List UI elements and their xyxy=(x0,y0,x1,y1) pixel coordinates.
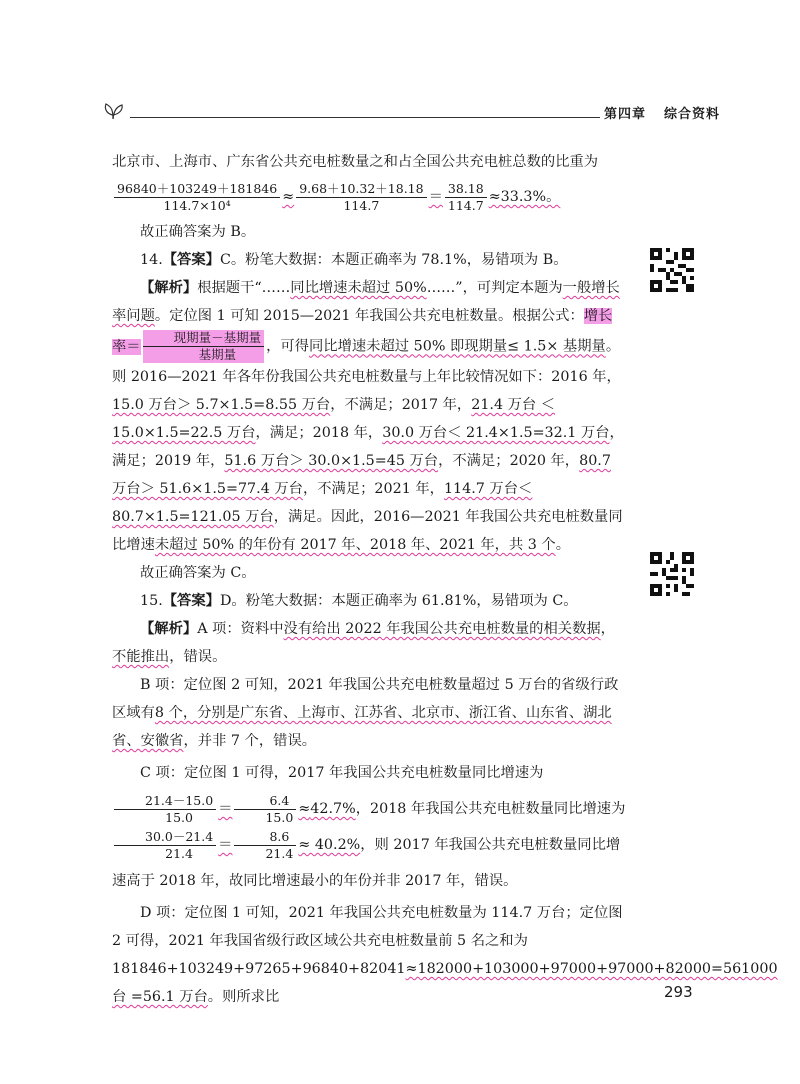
page-number: 293 xyxy=(664,983,693,1001)
question-15-answer: 15.【答案】D。粉笔大数据：本题正确率为 61.81%，易错项为 C。 xyxy=(140,593,578,609)
chapter-number: 第四章 xyxy=(603,107,646,122)
option-c-analysis: C 项：定位图 1 可得，2017 年我国公共充电桩数量同比增速为 $\frac{21.4-15.0}{15.0}$ ＝ $\frac{6.4}{15.0}$ ≈42.7%，2018 年我国公共充电桩数量同比增速为 $\frac{30.0-21.4}{21.4}$ ＝ $\frac{8.6}{21.4}$ ≈ 40.2%，则 2017 年我国公共充电桩数量同比增速高于 2018 年，故同比增速最小的年份并非 2017 年，错误。 xyxy=(112,765,626,889)
fraction: $\frac{21.4-15.0}{15.0}$ xyxy=(114,793,216,826)
question-14-answer: 14.【答案】C。粉笔大数据：本题正确率为 78.1%，易错项为 B。 xyxy=(140,252,568,268)
option-d-analysis: D 项：定位图 1 可知，2021 年我国公共充电桩数量为 114.7 万台；定位图 2 可得，2021 年我国省级行政区域公共充电桩数量前 5 名之和为 181846+103249+97265+96840+82041≈182000+103000+97000+97000+82000=561000 台 =56.1 万台。则所求比 xyxy=(112,905,778,1005)
fraction: $\frac{38.18}{114.7}$ xyxy=(445,181,487,214)
formula-highlight: 增长率＝ xyxy=(112,308,613,355)
answer-13: 故正确答案为 B。 xyxy=(140,224,256,240)
formula-underlined: $\frac{96840+103249+181846}{\text{114.7×10⁴}}$ ≈ $\frac{9.68+10.32+18.18}{114.7}$ ＝ $\frac{38.18}{114.7}$ ≈33.3%。 xyxy=(112,189,560,205)
leaf-ornament-icon xyxy=(100,99,126,121)
option-b-analysis: B 项：定位图 2 可知，2021 年我国公共充电桩数量超过 5 万台的省级行政区域有8 个，分别是广东省、上海市、江苏省、北京市、浙江省、山东省、湖北省、安徽省，并非 7 个，错误。 xyxy=(112,677,619,749)
option-a-analysis: 【解析】A 项：资料中没有给出 2022 年我国公共充电桩数量的相关数据，不能推出，错误。 xyxy=(112,621,615,665)
header-rule xyxy=(130,117,600,118)
formula-ratio xyxy=(112,176,626,218)
fraction: $\frac{9.68+10.32+18.18}{114.7}$ xyxy=(296,181,426,214)
fraction: $\frac{6.4}{15.0}$ xyxy=(234,793,296,826)
fraction: $\frac{30.0-21.4}{21.4}$ xyxy=(114,829,216,862)
answer-14: 故正确答案为 C。 xyxy=(140,565,256,581)
qr-code-icon[interactable] xyxy=(650,552,694,596)
growth-rate-fraction: $\frac{\text{现期量－基期量}}{\text{基期量}}$ xyxy=(143,330,265,363)
running-header xyxy=(100,95,720,125)
fraction: $\frac{8.6}{21.4}$ xyxy=(234,829,296,862)
qr-code-icon[interactable] xyxy=(650,248,694,292)
paragraph-ratio-intro: 北京市、上海市、广东省公共充电桩数量之和占全国公共充电桩总数的比重为 xyxy=(112,154,599,170)
chapter-section: 综合资料 xyxy=(663,107,720,122)
chapter-title xyxy=(604,103,720,122)
fraction: $\frac{96840+103249+181846}{\text{114.7×10⁴}}$ xyxy=(114,181,280,214)
question-14-analysis: 【解析】根据题干“……同比增速未超过 50%……”，可判定本题为一般增长率问题。定位图 1 可知 2015—2021 年我国公共充电桩数量。根据公式：增长率＝ $\frac{\text{现期量－基期量}}{\text{基期量}}$ ，可得同比增速未超过 50% 即现期量≤ 1.5× 基期量。则 2016—2021 年各年份我国公共充电桩数量与上年比较情况如下：2016 年，15.0 万台＞ 5.7×1.5=8.55 万台，不满足；2017 年，21.4 万台 ＜ 15.0×1.5=22.5 万台，满足；2018 年，30.0 万台＜ 21.4×1.5=32.1 万台，满足；2019 年，51.6 万台＞ 30.0×1.5=45 万台，不满足；2020 年，80.7 万台＞ 51.6×1.5=77.4 万台，不满足；2021 年，114.7 万台＜ 80.7×1.5=121.05 万台，满足。因此，2016—2021 年我国公共充电桩数量同比增速未超过 50% 的年份有 2017 年、2018 年、2021 年，共 3 个。 xyxy=(112,280,624,553)
